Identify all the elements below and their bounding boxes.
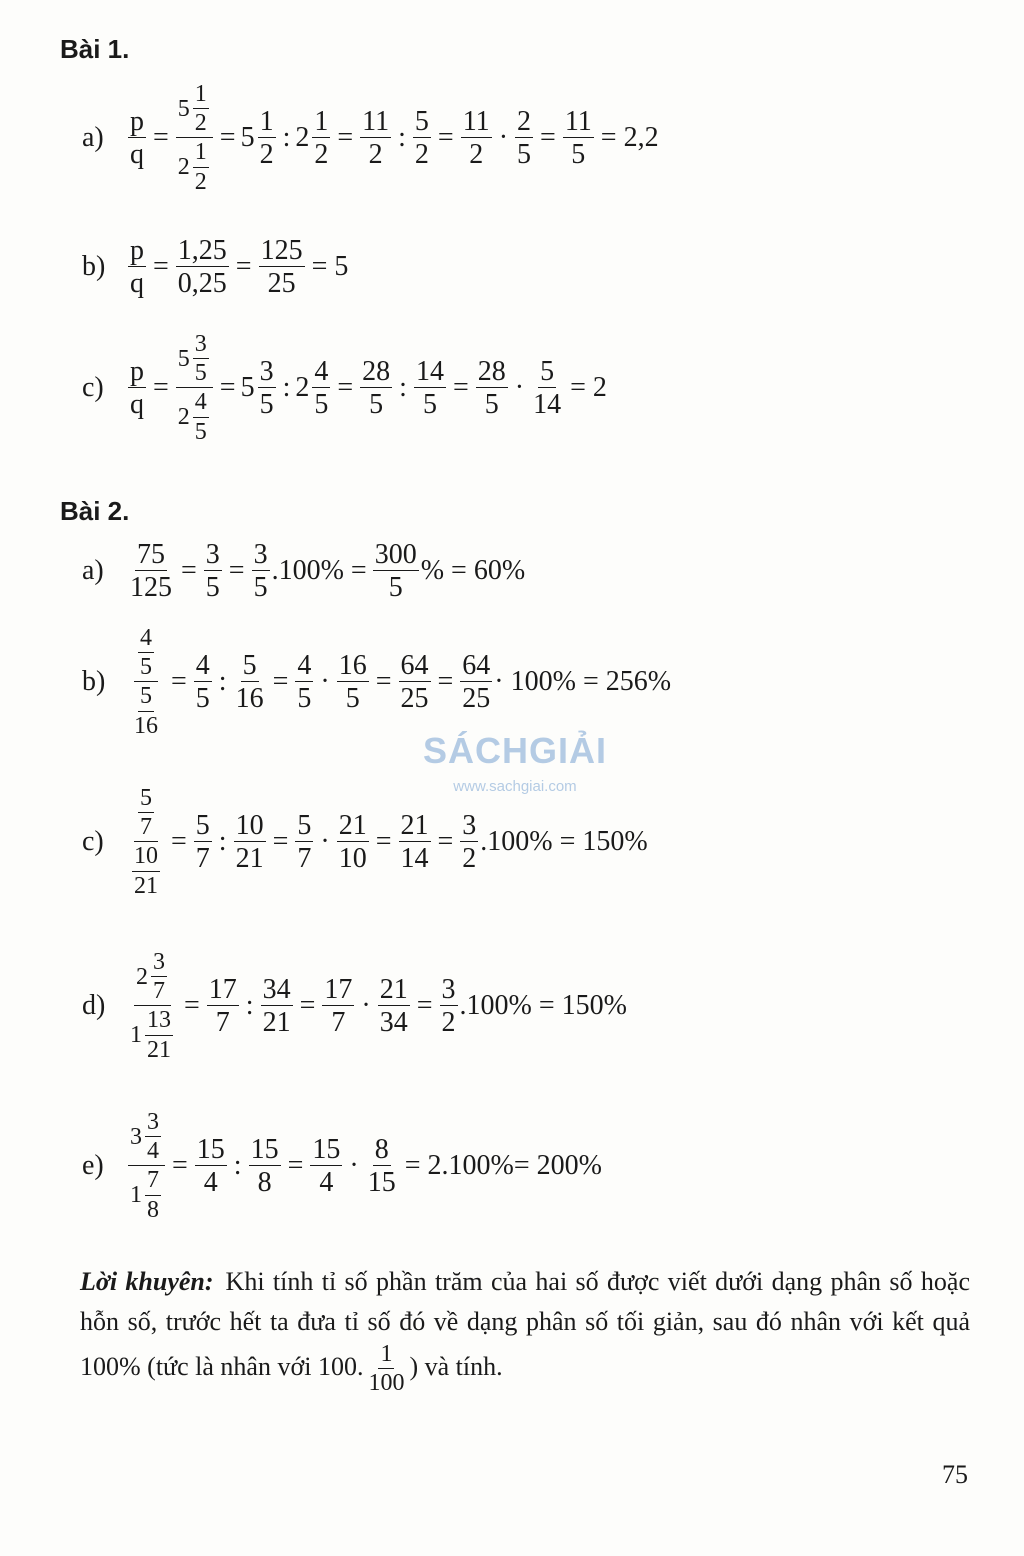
operator: =: [272, 826, 289, 858]
operator: :: [218, 826, 227, 858]
denominator: q: [130, 139, 144, 171]
numerator: 10: [132, 844, 160, 871]
numerator: 5: [138, 786, 154, 813]
fraction: [128, 626, 164, 739]
denominator: 2: [259, 139, 274, 171]
numerator: 3: [145, 1110, 161, 1137]
numerator: 28: [477, 355, 506, 387]
fraction: [261, 975, 293, 1038]
denominator: 5: [571, 139, 586, 171]
fraction: [258, 107, 276, 170]
numerator: 3: [205, 539, 220, 570]
fraction: [563, 107, 594, 170]
numerator: [134, 950, 171, 1006]
denominator: 34: [379, 1007, 408, 1039]
fraction: [128, 540, 174, 603]
numerator: 64: [462, 649, 491, 681]
label: a): [82, 122, 104, 154]
bai1-heading: Bài 1.: [60, 34, 130, 64]
fraction: [337, 651, 369, 714]
operator: =: [235, 251, 252, 283]
mixed-number: [178, 140, 211, 194]
bai1-a: [82, 82, 664, 195]
operator: =: [184, 990, 200, 1022]
numerator: 4: [195, 649, 210, 681]
fraction: [176, 236, 229, 299]
fraction: [193, 82, 209, 136]
numerator: 3: [151, 950, 167, 977]
text: .100% =: [271, 555, 367, 587]
operator: =: [171, 826, 187, 858]
denominator: 25: [400, 683, 429, 715]
denominator: 2: [469, 139, 484, 171]
numerator: 5: [414, 105, 429, 137]
whole-part: 2: [136, 963, 148, 990]
operator: =: [272, 666, 289, 698]
operator: =: [337, 372, 354, 404]
advice-label: Lời khuyên:: [80, 1267, 214, 1296]
fraction: [138, 626, 154, 680]
operator: =: [171, 666, 187, 698]
numerator: 21: [379, 973, 408, 1005]
operator: =: [299, 990, 316, 1022]
numerator: 1: [193, 140, 209, 167]
numerator: 5: [297, 809, 312, 841]
numerator: 15: [250, 1133, 279, 1165]
fraction: [476, 357, 508, 420]
denominator: 2: [462, 843, 477, 875]
numerator: p: [130, 235, 144, 266]
fraction: [128, 950, 177, 1063]
fraction: [207, 975, 239, 1038]
fraction: [252, 540, 270, 603]
numerator: 1,25: [177, 235, 227, 266]
whole-part: 2: [177, 403, 190, 430]
denominator: 21: [134, 872, 158, 899]
fraction: [373, 540, 419, 603]
fraction: [138, 786, 154, 840]
numerator: 15: [312, 1133, 341, 1165]
operator: ·: [514, 372, 525, 404]
fraction: [204, 540, 222, 603]
mixed-number: [295, 107, 332, 170]
item-label: c): [82, 372, 104, 404]
fraction: [413, 107, 431, 170]
denominator: [128, 682, 164, 738]
denominator: 25: [267, 268, 296, 300]
fraction: [234, 651, 266, 714]
denominator: 5: [369, 389, 384, 421]
fraction: [249, 1135, 281, 1198]
numerator: 11: [462, 105, 490, 137]
numerator: 16: [338, 649, 367, 681]
fraction: [145, 1168, 161, 1222]
numerator: 17: [208, 973, 237, 1005]
denominator: [128, 842, 164, 898]
bai2-e: [82, 1110, 607, 1223]
numerator: 5: [242, 649, 257, 681]
numerator: 3: [259, 355, 274, 387]
fraction: [145, 1008, 173, 1062]
denominator: 5: [484, 389, 499, 421]
denominator: [128, 1166, 165, 1222]
fraction: [366, 1135, 398, 1198]
fraction: [414, 357, 446, 420]
advice-text: Khi tính tỉ số phần trăm của hai số được viết dưới dạng phân số hoặc hỗn số, trước hết ta đưa tỉ số đó về dạng phân số tối giản, sau đó nhân với kết quả 100% (tức là nhân với 100.: [80, 1267, 970, 1382]
fraction: [128, 786, 164, 899]
operator: =: [219, 372, 236, 404]
denominator: 14: [533, 389, 562, 421]
fraction: [132, 844, 160, 898]
mixed-number: [130, 1168, 163, 1222]
operator: =: [153, 122, 169, 154]
fraction: [176, 82, 213, 195]
denominator: [176, 388, 213, 444]
denominator: 5: [205, 572, 220, 604]
denominator: 5: [253, 572, 268, 604]
denominator: 7: [140, 814, 152, 841]
fraction: [234, 811, 266, 874]
operator: =: [219, 122, 236, 154]
operator: =: [437, 826, 454, 858]
fraction: [295, 811, 313, 874]
denominator: 100: [368, 1370, 405, 1397]
mixed-number: [295, 357, 332, 420]
text: .100% = 150%: [459, 990, 627, 1022]
operator: :: [399, 372, 407, 404]
advice-tail: ) và tính.: [409, 1352, 503, 1382]
fraction: [194, 811, 212, 874]
numerator: 7: [145, 1168, 161, 1195]
fraction: [322, 975, 354, 1038]
numerator: 21: [338, 809, 367, 841]
denominator: 5: [194, 418, 207, 445]
fraction: [128, 1110, 165, 1223]
denominator: 16: [235, 683, 264, 715]
numerator: 3: [462, 809, 477, 841]
numerator: 300: [374, 539, 417, 570]
fraction: [128, 107, 146, 170]
fraction: [440, 975, 458, 1038]
fraction: [194, 651, 212, 714]
operator: =: [181, 555, 197, 587]
item-label: d): [82, 990, 106, 1022]
fraction: [460, 811, 478, 874]
denominator: 5: [194, 360, 207, 387]
denominator: 4: [147, 1138, 159, 1165]
fraction: [399, 651, 431, 714]
operator: =: [437, 122, 454, 154]
operator: =: [172, 1150, 188, 1182]
denominator: 4: [319, 1167, 334, 1199]
denominator: 0,25: [177, 268, 227, 300]
denominator: 21: [147, 1036, 171, 1063]
numerator: 5: [138, 684, 154, 711]
mixed-number: [241, 357, 278, 420]
bai1-c: [82, 332, 612, 445]
denominator: 21: [262, 1007, 291, 1039]
denominator: q: [130, 268, 144, 300]
advice-fraction: [366, 1342, 406, 1396]
operator: :: [282, 372, 291, 404]
item-label: e): [82, 1150, 104, 1182]
numerator: 4: [193, 390, 209, 417]
numerator: 4: [138, 626, 154, 653]
mixed-number: [136, 950, 169, 1004]
denominator: 8: [257, 1167, 272, 1199]
numerator: [176, 332, 213, 388]
mixed-number: [178, 390, 211, 444]
fraction: [193, 140, 209, 194]
numerator: 13: [145, 1008, 173, 1035]
bai2-heading: Bài 2.: [60, 496, 130, 526]
operator: =: [452, 372, 469, 404]
watermark-logo: SÁCHGIẢI: [422, 730, 607, 771]
fraction: [145, 1110, 161, 1164]
operator: =: [287, 1150, 304, 1182]
numerator: 1: [259, 105, 274, 137]
numerator: 14: [415, 355, 444, 387]
fraction: [531, 357, 563, 420]
text: .100% = 150%: [480, 826, 648, 858]
mixed-number: [241, 107, 278, 170]
denominator: 2: [314, 139, 329, 171]
denominator: 5: [517, 139, 532, 171]
fraction: [151, 950, 167, 1004]
whole-part: 1: [130, 1021, 142, 1048]
denominator: 8: [147, 1196, 159, 1223]
mixed-number: [130, 1110, 163, 1164]
text: % = 60%: [420, 555, 526, 587]
whole-part: 2: [295, 372, 310, 404]
operator: ·: [498, 122, 509, 154]
denominator: 7: [297, 843, 312, 875]
fraction: [312, 357, 330, 420]
operator: =: [375, 666, 392, 698]
denominator: 5: [195, 683, 210, 715]
denominator: 7: [153, 978, 165, 1005]
denominator: 5: [297, 683, 312, 715]
denominator: 21: [235, 843, 264, 875]
operator: =: [337, 122, 354, 154]
fraction: [399, 811, 431, 874]
numerator: 3: [193, 332, 209, 359]
numerator: 5: [540, 355, 555, 387]
whole-part: 5: [240, 122, 255, 154]
numerator: 11: [564, 105, 592, 137]
mixed-number: [178, 82, 211, 136]
numerator: 34: [262, 973, 291, 1005]
numerator: 64: [400, 649, 429, 681]
numerator: 4: [314, 355, 329, 387]
numerator: 1: [314, 105, 329, 137]
fraction: [360, 357, 392, 420]
operator: :: [245, 990, 254, 1022]
operator: :: [398, 122, 406, 154]
numerator: 3: [441, 973, 456, 1005]
operator: = 2.100%= 200%: [404, 1150, 602, 1182]
operator: = 2,2: [600, 122, 659, 154]
denominator: 14: [400, 843, 429, 875]
fraction: [258, 357, 276, 420]
denominator: 2: [368, 139, 383, 171]
denominator: q: [130, 389, 144, 421]
operator: = 5: [311, 251, 349, 283]
numerator: [176, 82, 213, 138]
numerator: 21: [400, 809, 429, 841]
denominator: 5: [422, 389, 437, 421]
denominator: 125: [130, 572, 172, 604]
numerator: 10: [235, 809, 264, 841]
numerator: 15: [196, 1133, 225, 1165]
fraction: [460, 651, 492, 714]
denominator: 5: [259, 389, 274, 421]
mixed-number: [130, 1008, 175, 1062]
numerator: 2: [517, 105, 532, 137]
fraction: [295, 651, 313, 714]
denominator: [176, 138, 213, 194]
denominator: [128, 1006, 177, 1062]
numerator: p: [130, 355, 144, 387]
operator: =: [416, 990, 433, 1022]
operator: ·: [320, 826, 330, 858]
fraction: [176, 332, 213, 445]
numerator: [134, 786, 158, 842]
denominator: 10: [338, 843, 367, 875]
numerator: 4: [297, 649, 312, 681]
whole-part: 5: [177, 345, 190, 372]
operator: =: [153, 372, 169, 404]
bai1-b: [82, 236, 353, 299]
denominator: 25: [462, 683, 491, 715]
denominator: 2: [194, 110, 207, 137]
denominator: 4: [203, 1167, 218, 1199]
advice-paragraph: [80, 1262, 970, 1396]
fraction: [128, 357, 146, 420]
operator: =: [437, 666, 454, 698]
denominator: 7: [215, 1007, 230, 1039]
fraction: [193, 332, 209, 386]
operator: :: [218, 666, 227, 698]
whole-part: 2: [295, 122, 310, 154]
fraction: [195, 1135, 227, 1198]
numerator: 8: [374, 1133, 389, 1165]
fraction: [132, 684, 160, 738]
denominator: 16: [134, 712, 158, 739]
denominator: 2: [441, 1007, 456, 1039]
item-label: b): [82, 666, 106, 698]
numerator: 3: [253, 539, 268, 570]
numerator: 28: [362, 355, 391, 387]
operator: =: [153, 251, 169, 283]
operator: ·: [320, 666, 330, 698]
whole-part: 1: [130, 1181, 142, 1208]
numerator: p: [130, 105, 144, 137]
operator: ·: [361, 990, 371, 1022]
fraction: [515, 107, 533, 170]
whole-part: 2: [177, 153, 190, 180]
fraction: [310, 1135, 342, 1198]
fraction: [360, 107, 391, 170]
numerator: 1: [193, 82, 209, 109]
numerator: 125: [260, 235, 303, 266]
operator: =: [228, 555, 245, 587]
operator: =: [540, 122, 556, 154]
denominator: 7: [195, 843, 210, 875]
fraction: [378, 975, 410, 1038]
denominator: 5: [140, 654, 152, 681]
operator: :: [233, 1150, 242, 1182]
numerator: 11: [362, 105, 390, 137]
bai2-a: [82, 540, 525, 603]
numerator: 17: [324, 973, 353, 1005]
denominator: 7: [331, 1007, 346, 1039]
numerator: 75: [137, 539, 165, 570]
item-label: c): [82, 826, 104, 858]
operator: ·: [349, 1150, 359, 1182]
fraction: [128, 236, 146, 299]
whole-part: 3: [130, 1123, 142, 1150]
mixed-number: [178, 332, 211, 386]
numerator: 1: [378, 1342, 394, 1369]
bai2-d: [82, 950, 627, 1063]
numerator: 5: [195, 809, 210, 841]
fraction: [259, 236, 305, 299]
denominator: 2: [194, 168, 207, 195]
denominator: 15: [367, 1167, 396, 1199]
fraction: [193, 390, 209, 444]
denominator: 5: [388, 572, 403, 604]
whole-part: 5: [240, 372, 255, 404]
text: · 100% = 256%: [494, 666, 672, 698]
item-label: b): [82, 251, 106, 283]
whole-part: 5: [177, 95, 190, 122]
denominator: 5: [314, 389, 329, 421]
operator: = 2: [570, 372, 607, 404]
operator: =: [375, 826, 392, 858]
watermark-url: www.sachgiai.com: [453, 778, 577, 795]
fraction: [312, 107, 330, 170]
operator: :: [282, 122, 291, 154]
item-label: a): [82, 555, 104, 587]
denominator: 2: [414, 139, 429, 171]
bai2-c: [82, 786, 648, 899]
bai2-b: [82, 626, 671, 739]
page-number: 75: [942, 1460, 968, 1489]
numerator: [134, 626, 158, 682]
fraction: [337, 811, 369, 874]
numerator: [128, 1110, 165, 1166]
fraction: [461, 107, 492, 170]
denominator: 5: [345, 683, 360, 715]
